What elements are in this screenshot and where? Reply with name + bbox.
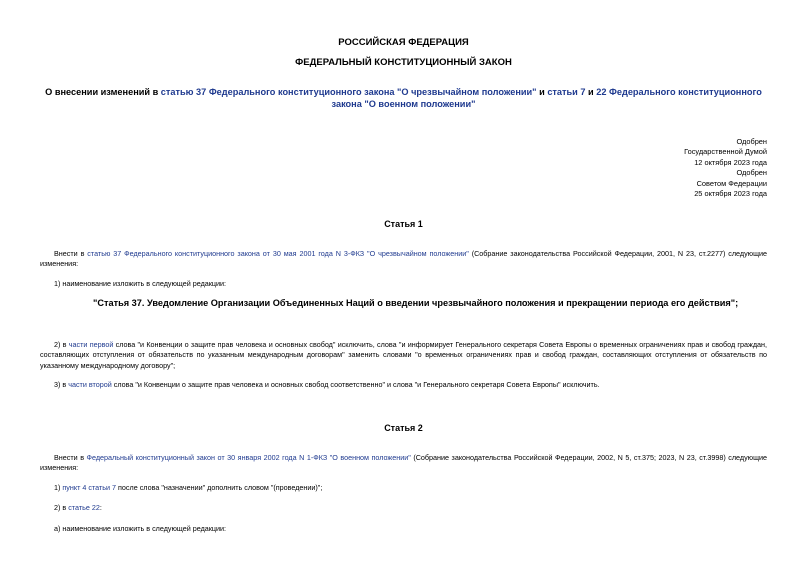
link-article-7[interactable]: статьи 7 (547, 87, 586, 97)
approved-label-council: Одобрен (736, 168, 767, 178)
article-2-item-1-prefix: 1) (54, 483, 63, 492)
article-2-item-2-text: : (99, 503, 102, 512)
link-part-one[interactable]: части первой (68, 340, 114, 349)
article-2-item-1-text: после слова "назначении" дополнить словом "(проведении)"; (116, 483, 323, 492)
article-1-item-3 (40, 380, 767, 390)
article-1-item-3-prefix: 3) в (54, 380, 69, 389)
article-2-intro-prefix: Внести в (54, 453, 87, 462)
law-title-prefix: О внесении изменений в (45, 87, 161, 97)
approved-council: Советом Федерации (696, 178, 767, 188)
article-1-item-2-prefix: 2) в (54, 340, 69, 349)
article-2-item-1 (40, 483, 767, 493)
article-1-intro (40, 249, 767, 270)
link-clause-4-article-7[interactable]: пункт 4 статьи 7 (62, 483, 117, 492)
law-title (40, 86, 767, 110)
article-1-intro-suffix: (Собрание законодательства Российской Федерации, 2001, N 23, ст.2277) следующие изменения: (40, 249, 767, 269)
link-part-two[interactable]: части второй (68, 380, 112, 389)
article-2-heading: Статья 2 (384, 423, 423, 433)
approved-duma-date: 12 октября 2023 года (694, 157, 767, 167)
approved-label-duma: Одобрен (736, 137, 767, 146)
link-article-22-body[interactable]: статье 22 (68, 503, 100, 512)
article-1-item-1: 1) наименование изложить в следующей редакции: (54, 279, 227, 288)
law-title-and-1: и (536, 87, 548, 97)
approved-duma: Государственной Думой (684, 147, 767, 157)
article-1-heading: Статья 1 (384, 219, 423, 229)
approved-council-date: 25 октября 2023 года (694, 189, 767, 199)
country-heading: РОССИЙСКАЯ ФЕДЕРАЦИЯ (338, 37, 469, 48)
article-1-item-2-text: слова "и Конвенции о защите прав человека и основных свобод" исключить, слова "и информирует Генерального секретаря Совета Европы о временных ограничениях прав и свобод граждан, составляющих отступления от обязательств по указанным международным договорам" заменить словами "о временных ограничениях прав и свобод граждан, составляющих отступления от обязательств по указанному международному договору"; (40, 340, 768, 370)
article-1-item-3-text: слова "и Конвенции о защите прав человека и основных свобод соответственно" и слова "и Генерального секретаря Совета Европы" исключить. (111, 380, 600, 389)
link-article-37[interactable]: статью 37 Федерального конституционного закона "О чрезвычайном положении" (160, 87, 537, 97)
link-fkz-1[interactable]: Федеральный конституционный закон от 30 января 2002 года N 1-ФКЗ "О военном положении" (86, 453, 411, 462)
law-type-heading: ФЕДЕРАЛЬНЫЙ КОНСТИТУЦИОННЫЙ ЗАКОН (295, 57, 512, 68)
article-1-quote: "Статья 37. Уведомление Организации Объединенных Наций о введении чрезвычайного положения и прекращении периода его действия"; (93, 298, 739, 308)
article-2-item-2-prefix: 2) в (54, 503, 69, 512)
law-title-and-2: и (585, 87, 597, 97)
article-2-intro-suffix: (Собрание законодательства Российской Федерации, 2002, N 5, ст.375; 2023, N 23, ст.3998) следующие изменения: (40, 453, 767, 473)
link-fkz-3[interactable]: статью 37 Федерального конституционного закона от 30 мая 2001 года N 3-ФКЗ "О чрезвычайном положении" (87, 249, 469, 258)
link-article-22[interactable]: 22 Федерального конституционного закона "О военном положении" (331, 87, 762, 109)
approval-block (684, 137, 767, 199)
article-1-intro-prefix: Внести в (54, 249, 88, 258)
article-2-intro (40, 453, 767, 474)
article-1-item-2 (40, 340, 767, 371)
article-2-item-2 (40, 503, 767, 513)
article-2-item-2a: а) наименование изложить в следующей редакции: (54, 524, 227, 533)
